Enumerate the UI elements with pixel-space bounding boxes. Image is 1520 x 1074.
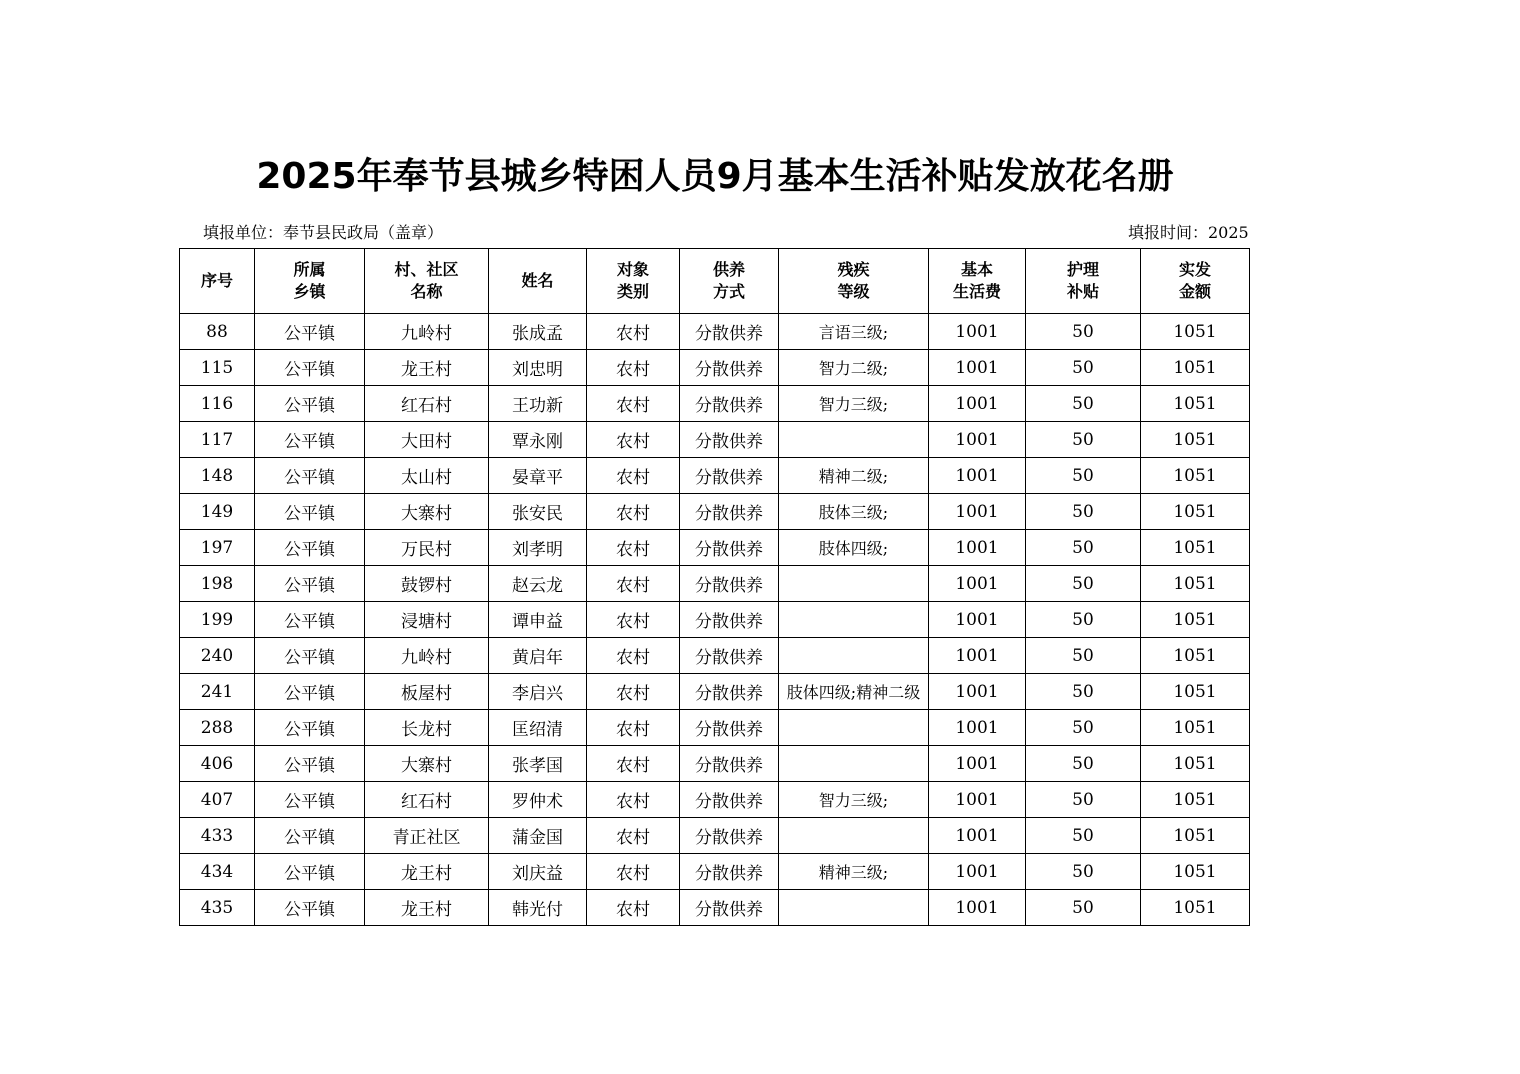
cell-name: 刘忠明: [489, 350, 587, 386]
header-support-mode: [680, 249, 779, 314]
cell-name: 李启兴: [489, 674, 587, 710]
cell-name: 王功新: [489, 386, 587, 422]
cell-disability: 智力三级;: [779, 782, 929, 818]
cell-disability: 肢体四级;: [779, 530, 929, 566]
cell-seq: 407: [180, 782, 255, 818]
cell-actual-amount: 1051: [1141, 674, 1250, 710]
cell-care-subsidy: 50: [1026, 710, 1141, 746]
cell-disability: [779, 422, 929, 458]
cell-name: 赵云龙: [489, 566, 587, 602]
cell-village: 万民村: [365, 530, 489, 566]
cell-seq: 117: [180, 422, 255, 458]
table-row: [180, 710, 1250, 746]
cell-category: 农村: [587, 386, 680, 422]
cell-care-subsidy: 50: [1026, 638, 1141, 674]
cell-seq: 88: [180, 314, 255, 350]
cell-actual-amount: 1051: [1141, 566, 1250, 602]
cell-category: 农村: [587, 782, 680, 818]
cell-category: 农村: [587, 422, 680, 458]
cell-name: 覃永刚: [489, 422, 587, 458]
header-support-mode-line: 供养: [712, 260, 745, 279]
header-disability-line: 等级: [837, 282, 870, 301]
cell-basic-living: 1001: [929, 710, 1026, 746]
reporting-unit: 填报单位：奉节县民政局（盖章）: [203, 223, 444, 242]
cell-support-mode: 分散供养: [680, 638, 779, 674]
table-row: [180, 638, 1250, 674]
cell-town: 公平镇: [255, 854, 365, 890]
table-header: [180, 249, 1250, 314]
cell-village: 红石村: [365, 386, 489, 422]
cell-seq: 148: [180, 458, 255, 494]
table-row: [180, 494, 1250, 530]
cell-seq: 240: [180, 638, 255, 674]
cell-basic-living: 1001: [929, 314, 1026, 350]
reporting-time: 填报时间：2025: [1128, 223, 1249, 242]
cell-actual-amount: 1051: [1141, 890, 1250, 926]
cell-name: 刘庆益: [489, 854, 587, 890]
cell-support-mode: 分散供养: [680, 566, 779, 602]
table-row: [180, 386, 1250, 422]
cell-name: 蒲金国: [489, 818, 587, 854]
header-actual-amount-line: 实发: [1178, 260, 1211, 279]
cell-disability: 精神二级;: [779, 458, 929, 494]
cell-town: 公平镇: [255, 674, 365, 710]
table-row: [180, 314, 1250, 350]
cell-town: 公平镇: [255, 530, 365, 566]
cell-basic-living: 1001: [929, 746, 1026, 782]
cell-name: 韩光付: [489, 890, 587, 926]
header-care-subsidy-line: 补贴: [1066, 282, 1099, 301]
cell-seq: 434: [180, 854, 255, 890]
cell-town: 公平镇: [255, 422, 365, 458]
cell-category: 农村: [587, 602, 680, 638]
header-name: [489, 249, 587, 314]
cell-category: 农村: [587, 890, 680, 926]
cell-care-subsidy: 50: [1026, 458, 1141, 494]
cell-town: 公平镇: [255, 818, 365, 854]
header-basic-living: [929, 249, 1026, 314]
cell-seq: 197: [180, 530, 255, 566]
table-row: [180, 602, 1250, 638]
page-title: 2025年奉节县城乡特困人员9月基本生活补贴发放花名册: [256, 156, 1174, 197]
cell-town: 公平镇: [255, 890, 365, 926]
header-category: [587, 249, 680, 314]
table-row: [180, 746, 1250, 782]
cell-name: 张成孟: [489, 314, 587, 350]
header-support-mode-line: 方式: [712, 282, 745, 301]
cell-seq: 288: [180, 710, 255, 746]
cell-category: 农村: [587, 494, 680, 530]
cell-category: 农村: [587, 638, 680, 674]
cell-category: 农村: [587, 350, 680, 386]
table-row: [180, 854, 1250, 890]
cell-actual-amount: 1051: [1141, 350, 1250, 386]
cell-care-subsidy: 50: [1026, 674, 1141, 710]
cell-care-subsidy: 50: [1026, 890, 1141, 926]
table-row: [180, 566, 1250, 602]
header-village: [365, 249, 489, 314]
cell-village: 九岭村: [365, 314, 489, 350]
cell-village: 大田村: [365, 422, 489, 458]
cell-basic-living: 1001: [929, 782, 1026, 818]
header-village-line: 名称: [410, 282, 443, 301]
cell-actual-amount: 1051: [1141, 314, 1250, 350]
cell-seq: 435: [180, 890, 255, 926]
cell-support-mode: 分散供养: [680, 350, 779, 386]
cell-care-subsidy: 50: [1026, 818, 1141, 854]
cell-care-subsidy: 50: [1026, 854, 1141, 890]
cell-support-mode: 分散供养: [680, 710, 779, 746]
cell-disability: [779, 566, 929, 602]
cell-village: 红石村: [365, 782, 489, 818]
table-row: [180, 530, 1250, 566]
table-row: [180, 782, 1250, 818]
cell-disability: 智力三级;: [779, 386, 929, 422]
cell-village: 长龙村: [365, 710, 489, 746]
cell-care-subsidy: 50: [1026, 746, 1141, 782]
cell-village: 板屋村: [365, 674, 489, 710]
cell-support-mode: 分散供养: [680, 458, 779, 494]
cell-disability: 言语三级;: [779, 314, 929, 350]
cell-care-subsidy: 50: [1026, 566, 1141, 602]
cell-care-subsidy: 50: [1026, 386, 1141, 422]
cell-disability: [779, 746, 929, 782]
header-care-subsidy: [1026, 249, 1141, 314]
header-disability-line: 残疾: [837, 260, 870, 279]
cell-support-mode: 分散供养: [680, 818, 779, 854]
cell-town: 公平镇: [255, 494, 365, 530]
cell-category: 农村: [587, 854, 680, 890]
reporting-time-wrapper: [1128, 220, 1250, 243]
cell-actual-amount: 1051: [1141, 854, 1250, 890]
cell-basic-living: 1001: [929, 854, 1026, 890]
cell-name: 张孝国: [489, 746, 587, 782]
cell-category: 农村: [587, 818, 680, 854]
cell-actual-amount: 1051: [1141, 782, 1250, 818]
cell-support-mode: 分散供养: [680, 494, 779, 530]
cell-support-mode: 分散供养: [680, 674, 779, 710]
cell-disability: [779, 638, 929, 674]
cell-disability: 肢体三级;: [779, 494, 929, 530]
cell-seq: 198: [180, 566, 255, 602]
cell-basic-living: 1001: [929, 566, 1026, 602]
cell-category: 农村: [587, 566, 680, 602]
cell-category: 农村: [587, 530, 680, 566]
cell-actual-amount: 1051: [1141, 530, 1250, 566]
cell-village: 龙王村: [365, 890, 489, 926]
cell-support-mode: 分散供养: [680, 530, 779, 566]
cell-name: 张安民: [489, 494, 587, 530]
roster-table: [179, 248, 1250, 926]
cell-name: 匡绍清: [489, 710, 587, 746]
cell-care-subsidy: 50: [1026, 530, 1141, 566]
cell-seq: 406: [180, 746, 255, 782]
table-row: [180, 818, 1250, 854]
cell-category: 农村: [587, 746, 680, 782]
header-disability: [779, 249, 929, 314]
table-row: [180, 422, 1250, 458]
cell-actual-amount: 1051: [1141, 602, 1250, 638]
cell-town: 公平镇: [255, 746, 365, 782]
cell-town: 公平镇: [255, 566, 365, 602]
header-town-line: 乡镇: [293, 282, 326, 301]
cell-village: 青正社区: [365, 818, 489, 854]
header-row: [180, 249, 1250, 314]
cell-basic-living: 1001: [929, 638, 1026, 674]
header-village-line: 村、社区: [394, 260, 459, 279]
cell-name: 谭申益: [489, 602, 587, 638]
cell-actual-amount: 1051: [1141, 710, 1250, 746]
cell-disability: 智力二级;: [779, 350, 929, 386]
cell-support-mode: 分散供养: [680, 602, 779, 638]
cell-care-subsidy: 50: [1026, 602, 1141, 638]
header-seq-line: 序号: [200, 271, 233, 290]
cell-actual-amount: 1051: [1141, 386, 1250, 422]
cell-support-mode: 分散供养: [680, 854, 779, 890]
table-row: [180, 458, 1250, 494]
table-row: [180, 350, 1250, 386]
cell-basic-living: 1001: [929, 602, 1026, 638]
cell-disability: [779, 602, 929, 638]
cell-support-mode: 分散供养: [680, 386, 779, 422]
cell-disability: [779, 818, 929, 854]
cell-seq: 115: [180, 350, 255, 386]
cell-seq: 116: [180, 386, 255, 422]
cell-disability: [779, 710, 929, 746]
cell-name: 刘孝明: [489, 530, 587, 566]
cell-name: 罗仲术: [489, 782, 587, 818]
header-town: [255, 249, 365, 314]
cell-care-subsidy: 50: [1026, 782, 1141, 818]
cell-seq: 241: [180, 674, 255, 710]
header-category-line: 对象: [616, 260, 649, 279]
cell-town: 公平镇: [255, 782, 365, 818]
cell-town: 公平镇: [255, 458, 365, 494]
cell-support-mode: 分散供养: [680, 314, 779, 350]
cell-village: 龙王村: [365, 854, 489, 890]
cell-actual-amount: 1051: [1141, 494, 1250, 530]
cell-town: 公平镇: [255, 602, 365, 638]
cell-actual-amount: 1051: [1141, 746, 1250, 782]
cell-basic-living: 1001: [929, 350, 1026, 386]
cell-village: 大寨村: [365, 746, 489, 782]
cell-basic-living: 1001: [929, 386, 1026, 422]
cell-category: 农村: [587, 458, 680, 494]
cell-actual-amount: 1051: [1141, 458, 1250, 494]
cell-village: 龙王村: [365, 350, 489, 386]
cell-basic-living: 1001: [929, 674, 1026, 710]
cell-care-subsidy: 50: [1026, 314, 1141, 350]
cell-town: 公平镇: [255, 710, 365, 746]
cell-actual-amount: 1051: [1141, 818, 1250, 854]
cell-basic-living: 1001: [929, 458, 1026, 494]
cell-support-mode: 分散供养: [680, 782, 779, 818]
cell-name: 黄启年: [489, 638, 587, 674]
cell-town: 公平镇: [255, 638, 365, 674]
cell-name: 晏章平: [489, 458, 587, 494]
header-town-line: 所属: [293, 260, 326, 279]
header-name-line: 姓名: [521, 271, 554, 290]
cell-basic-living: 1001: [929, 890, 1026, 926]
cell-seq: 199: [180, 602, 255, 638]
cell-town: 公平镇: [255, 314, 365, 350]
cell-support-mode: 分散供养: [680, 890, 779, 926]
table-row: [180, 890, 1250, 926]
cell-town: 公平镇: [255, 386, 365, 422]
cell-basic-living: 1001: [929, 494, 1026, 530]
cell-category: 农村: [587, 674, 680, 710]
table-body: [180, 314, 1250, 926]
cell-category: 农村: [587, 314, 680, 350]
header-basic-living-line: 基本: [960, 260, 993, 279]
header-actual-amount: [1141, 249, 1250, 314]
table-row: [180, 674, 1250, 710]
header-actual-amount-line: 金额: [1178, 282, 1211, 301]
cell-disability: 精神三级;: [779, 854, 929, 890]
cell-seq: 149: [180, 494, 255, 530]
cell-village: 大寨村: [365, 494, 489, 530]
cell-village: 鼓锣村: [365, 566, 489, 602]
cell-disability: 肢体四级;精神二级: [779, 674, 929, 710]
cell-actual-amount: 1051: [1141, 638, 1250, 674]
cell-village: 太山村: [365, 458, 489, 494]
cell-seq: 433: [180, 818, 255, 854]
cell-care-subsidy: 50: [1026, 350, 1141, 386]
cell-support-mode: 分散供养: [680, 422, 779, 458]
cell-basic-living: 1001: [929, 530, 1026, 566]
cell-care-subsidy: 50: [1026, 422, 1141, 458]
cell-basic-living: 1001: [929, 818, 1026, 854]
cell-actual-amount: 1051: [1141, 422, 1250, 458]
header-care-subsidy-line: 护理: [1066, 260, 1099, 279]
cell-category: 农村: [587, 710, 680, 746]
cell-town: 公平镇: [255, 350, 365, 386]
header-basic-living-line: 生活费: [952, 282, 1001, 301]
cell-care-subsidy: 50: [1026, 494, 1141, 530]
cell-disability: [779, 890, 929, 926]
cell-village: 浸塘村: [365, 602, 489, 638]
header-seq: [180, 249, 255, 314]
header-category-line: 类别: [616, 282, 649, 301]
cell-basic-living: 1001: [929, 422, 1026, 458]
cell-village: 九岭村: [365, 638, 489, 674]
cell-support-mode: 分散供养: [680, 746, 779, 782]
